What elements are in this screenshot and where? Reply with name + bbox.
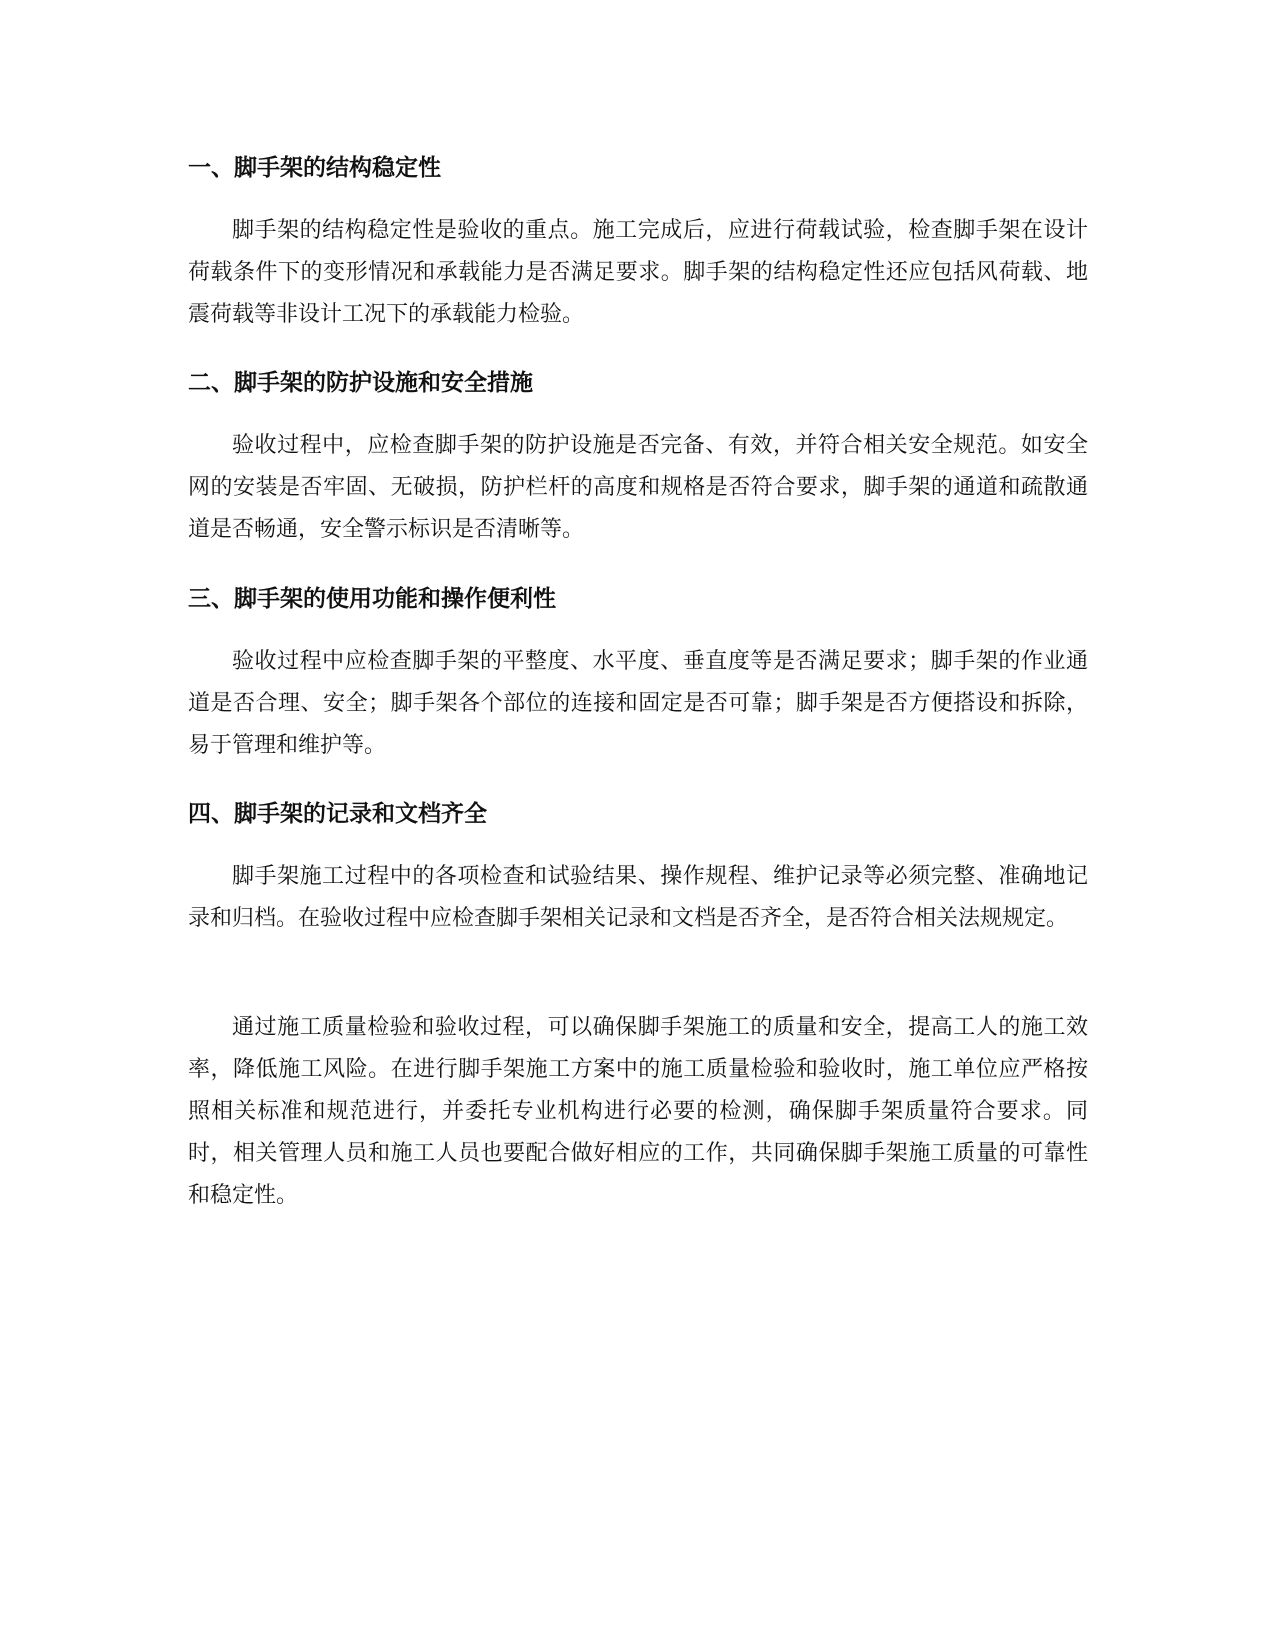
section-body-records-documents: 脚手架施工过程中的各项检查和试验结果、操作规程、维护记录等必须完整、准确地记录和归档。在验收过程中应检查脚手架相关记录和文档是否齐全，是否符合相关法规规定。 — [188, 864, 1088, 931]
section-heading-records-documents: 四、脚手架的记录和文档齐全 — [188, 801, 487, 827]
section-body-usage-function: 验收过程中应检查脚手架的平整度、水平度、垂直度等是否满足要求；脚手架的作业通道是否合理、安全；脚手架各个部位的连接和固定是否可靠；脚手架是否方便搭设和拆除，易于管理和维护等。 — [188, 649, 1088, 758]
section-body-structure-stability: 脚手架的结构稳定性是验收的重点。施工完成后，应进行荷载试验，检查脚手架在设计荷载条件下的变形情况和承载能力是否满足要求。脚手架的结构稳定性还应包括风荷载、地震荷载等非设计工况下的承载能力检验。 — [188, 218, 1088, 327]
section-body-protection-safety: 验收过程中，应检查脚手架的防护设施是否完备、有效，并符合相关安全规范。如安全网的安装是否牢固、无破损，防护栏杆的高度和规格是否符合要求，脚手架的通道和疏散通道是否畅通，安全警示标识是否清晰等。 — [188, 433, 1088, 542]
section-heading-protection-safety: 二、脚手架的防护设施和安全措施 — [188, 370, 533, 396]
section-heading-usage-function: 三、脚手架的使用功能和操作便利性 — [188, 586, 556, 612]
conclusion-paragraph: 通过施工质量检验和验收过程，可以确保脚手架施工的质量和安全，提高工人的施工效率，降低施工风险。在进行脚手架施工方案中的施工质量检验和验收时，施工单位应严格按照相关标准和规范进行，并委托专业机构进行必要的检测，确保脚手架质量符合要求。同时，相关管理人员和施工人员也要配合做好相应的工作，共同确保脚手架施工质量的可靠性和稳定性。 — [188, 1015, 1088, 1208]
section-heading-structure-stability: 一、脚手架的结构稳定性 — [188, 155, 441, 181]
